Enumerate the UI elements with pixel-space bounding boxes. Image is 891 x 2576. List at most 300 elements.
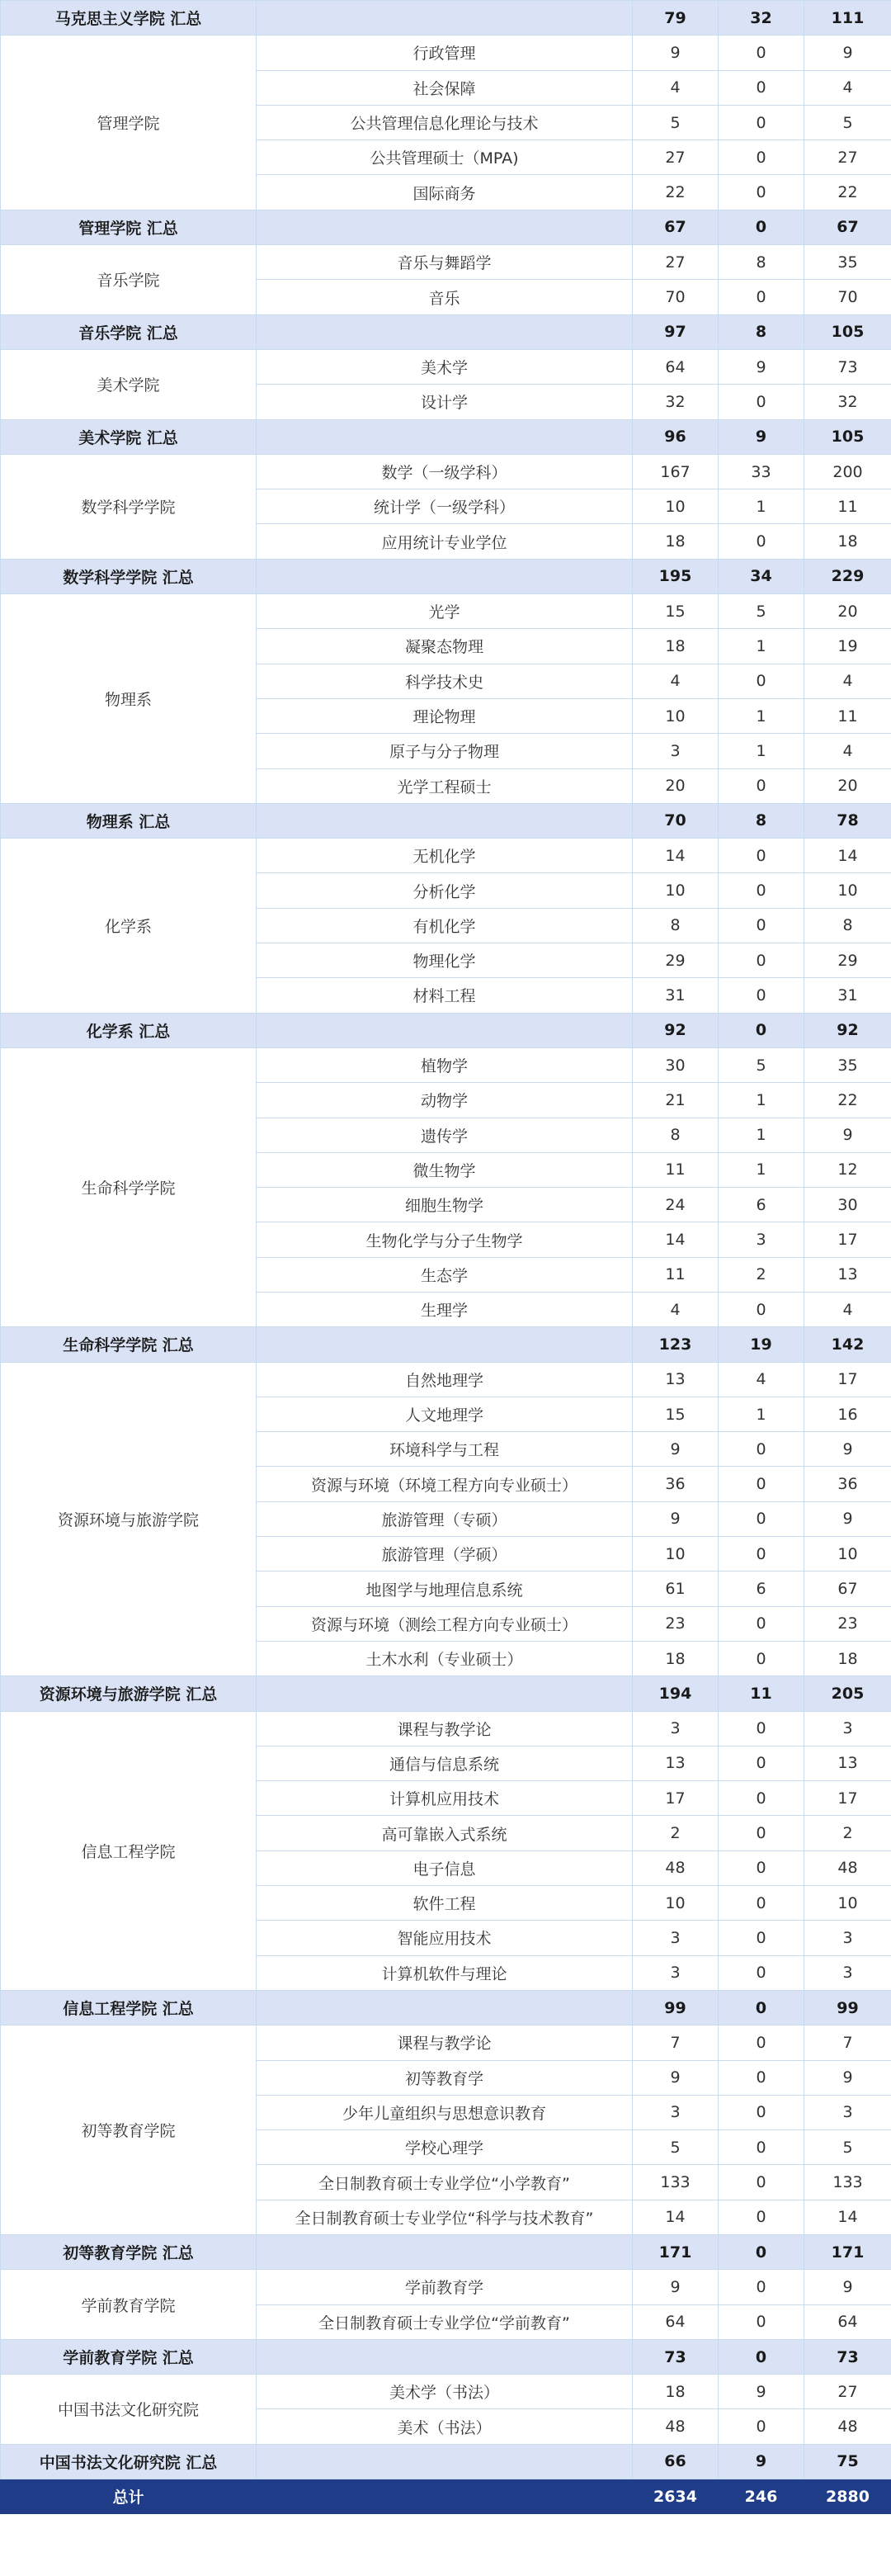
major-cell: 资源与环境（测绘工程方向专业硕士） — [257, 1606, 633, 1641]
major-cell: 光学工程硕士 — [257, 768, 633, 803]
major-cell: 少年儿童组织与思想意识教育 — [257, 2095, 633, 2129]
count-total: 7 — [804, 2025, 891, 2060]
count-total: 30 — [804, 1188, 891, 1222]
table-row — [1, 2375, 891, 2409]
count-total: 17 — [804, 1362, 891, 1397]
count-a: 9 — [633, 35, 719, 70]
count-total: 3 — [804, 1711, 891, 1746]
subtotal-row — [1, 1990, 891, 2025]
count-b: 0 — [719, 2095, 804, 2129]
count-a: 171 — [633, 2235, 719, 2270]
major-cell: 全日制教育硕士专业学位“小学教育” — [257, 2165, 633, 2200]
count-a: 10 — [633, 698, 719, 733]
count-a: 70 — [633, 280, 719, 314]
count-a: 8 — [633, 908, 719, 943]
count-b: 0 — [719, 1641, 804, 1676]
count-b: 0 — [719, 1746, 804, 1780]
count-b: 0 — [719, 2270, 804, 2304]
count-total: 171 — [804, 2235, 891, 2270]
subtotal-label: 化学系 汇总 — [1, 1013, 257, 1047]
major-cell: 应用统计专业学位 — [257, 524, 633, 559]
count-b: 8 — [719, 803, 804, 838]
count-a: 92 — [633, 1013, 719, 1047]
count-a: 15 — [633, 1397, 719, 1431]
count-a: 10 — [633, 489, 719, 524]
count-b: 9 — [719, 349, 804, 384]
count-total: 13 — [804, 1257, 891, 1292]
count-a: 66 — [633, 2444, 719, 2479]
major-cell: 人文地理学 — [257, 1397, 633, 1431]
table-row — [1, 35, 891, 70]
empty-cell — [257, 1990, 633, 2025]
count-a: 14 — [633, 2200, 719, 2234]
major-cell: 设计学 — [257, 385, 633, 419]
count-b: 8 — [719, 314, 804, 349]
count-total: 20 — [804, 768, 891, 803]
department-cell: 资源环境与旅游学院 — [1, 1362, 257, 1676]
count-b: 9 — [719, 419, 804, 454]
subtotal-row — [1, 314, 891, 349]
count-total: 3 — [804, 1921, 891, 1955]
subtotal-row — [1, 2235, 891, 2270]
count-total: 4 — [804, 1292, 891, 1326]
subtotal-label: 物理系 汇总 — [1, 803, 257, 838]
count-b: 1 — [719, 698, 804, 733]
count-total: 4 — [804, 70, 891, 105]
count-a: 32 — [633, 385, 719, 419]
count-a: 9 — [633, 2270, 719, 2304]
count-a: 13 — [633, 1362, 719, 1397]
count-b: 0 — [719, 1501, 804, 1536]
count-total: 99 — [804, 1990, 891, 2025]
count-total: 48 — [804, 2409, 891, 2444]
department-cell: 中国书法文化研究院 — [1, 2375, 257, 2445]
count-a: 99 — [633, 1990, 719, 2025]
empty-cell — [257, 210, 633, 244]
major-cell: 行政管理 — [257, 35, 633, 70]
count-a: 9 — [633, 2060, 719, 2095]
major-cell: 微生物学 — [257, 1152, 633, 1187]
subtotal-row — [1, 1327, 891, 1362]
subtotal-label: 管理学院 汇总 — [1, 210, 257, 244]
count-a: 133 — [633, 2165, 719, 2200]
count-total: 14 — [804, 2200, 891, 2234]
subtotal-row — [1, 210, 891, 244]
count-a: 13 — [633, 1746, 719, 1780]
grand-total-label: 总计 — [1, 2479, 257, 2514]
count-b: 33 — [719, 454, 804, 489]
major-cell: 美术学 — [257, 349, 633, 384]
count-b: 6 — [719, 1188, 804, 1222]
major-cell: 高可靠嵌入式系统 — [257, 1816, 633, 1850]
major-cell: 资源与环境（环境工程方向专业硕士） — [257, 1467, 633, 1501]
count-total: 22 — [804, 175, 891, 210]
count-b: 0 — [719, 2235, 804, 2270]
count-b: 0 — [719, 1990, 804, 2025]
count-a: 64 — [633, 2304, 719, 2339]
count-a: 5 — [633, 105, 719, 139]
count-total: 23 — [804, 1606, 891, 1641]
count-a: 64 — [633, 349, 719, 384]
count-b: 0 — [719, 2060, 804, 2095]
count-a: 18 — [633, 1641, 719, 1676]
major-cell: 物理化学 — [257, 943, 633, 978]
count-total: 4 — [804, 734, 891, 768]
count-total: 2 — [804, 1816, 891, 1850]
subtotal-label: 音乐学院 汇总 — [1, 314, 257, 349]
empty-cell — [257, 1, 633, 35]
count-b: 0 — [719, 280, 804, 314]
count-a: 5 — [633, 2130, 719, 2165]
count-b: 0 — [719, 943, 804, 978]
count-a: 8 — [633, 1118, 719, 1152]
major-cell: 原子与分子物理 — [257, 734, 633, 768]
count-a: 27 — [633, 140, 719, 175]
major-cell: 生物化学与分子生物学 — [257, 1222, 633, 1257]
count-a: 3 — [633, 2095, 719, 2129]
count-total: 18 — [804, 1641, 891, 1676]
count-a: 36 — [633, 1467, 719, 1501]
count-b: 0 — [719, 2304, 804, 2339]
count-b: 0 — [719, 140, 804, 175]
empty-cell — [257, 314, 633, 349]
count-b: 1 — [719, 1118, 804, 1152]
major-cell: 理论物理 — [257, 698, 633, 733]
count-b: 0 — [719, 1606, 804, 1641]
count-b: 0 — [719, 1886, 804, 1921]
count-a: 61 — [633, 1572, 719, 1606]
count-a: 11 — [633, 1257, 719, 1292]
count-b: 9 — [719, 2375, 804, 2409]
count-total: 29 — [804, 943, 891, 978]
count-a: 48 — [633, 1850, 719, 1885]
major-cell: 全日制教育硕士专业学位“学前教育” — [257, 2304, 633, 2339]
count-total: 13 — [804, 1746, 891, 1780]
subtotal-label: 数学科学学院 汇总 — [1, 559, 257, 593]
count-total: 105 — [804, 314, 891, 349]
count-b: 0 — [719, 1432, 804, 1467]
subtotal-row — [1, 1676, 891, 1711]
major-cell: 软件工程 — [257, 1886, 633, 1921]
major-cell: 电子信息 — [257, 1850, 633, 1885]
empty-cell — [257, 1013, 633, 1047]
count-b: 11 — [719, 1676, 804, 1711]
table-row — [1, 2025, 891, 2060]
count-total: 18 — [804, 524, 891, 559]
major-cell: 统计学（一级学科） — [257, 489, 633, 524]
count-total: 16 — [804, 1397, 891, 1431]
count-total: 19 — [804, 629, 891, 664]
count-total: 9 — [804, 2270, 891, 2304]
count-a: 14 — [633, 839, 719, 873]
count-b: 0 — [719, 2339, 804, 2374]
count-b: 246 — [719, 2479, 804, 2514]
major-cell: 分析化学 — [257, 873, 633, 908]
subtotal-label: 信息工程学院 汇总 — [1, 1990, 257, 2025]
table-row — [1, 1362, 891, 1397]
count-total: 205 — [804, 1676, 891, 1711]
count-total: 10 — [804, 873, 891, 908]
major-cell: 课程与教学论 — [257, 1711, 633, 1746]
count-b: 0 — [719, 1816, 804, 1850]
count-total: 73 — [804, 349, 891, 384]
department-cell: 音乐学院 — [1, 245, 257, 315]
count-b: 0 — [719, 1955, 804, 1990]
major-cell: 美术（书法） — [257, 2409, 633, 2444]
major-cell: 旅游管理（学硕） — [257, 1537, 633, 1572]
count-total: 35 — [804, 1047, 891, 1082]
count-b: 0 — [719, 768, 804, 803]
count-total: 9 — [804, 35, 891, 70]
count-b: 0 — [719, 908, 804, 943]
count-a: 14 — [633, 1222, 719, 1257]
count-b: 0 — [719, 664, 804, 698]
table-row — [1, 454, 891, 489]
count-total: 5 — [804, 105, 891, 139]
count-a: 3 — [633, 1955, 719, 1990]
major-cell: 社会保障 — [257, 70, 633, 105]
count-b: 19 — [719, 1327, 804, 1362]
count-b: 1 — [719, 734, 804, 768]
table-row — [1, 1711, 891, 1746]
count-total: 3 — [804, 1955, 891, 1990]
count-a: 2 — [633, 1816, 719, 1850]
department-cell: 管理学院 — [1, 35, 257, 210]
department-cell: 化学系 — [1, 839, 257, 1013]
count-b: 8 — [719, 245, 804, 280]
count-total: 20 — [804, 594, 891, 629]
subtotal-label: 生命科学学院 汇总 — [1, 1327, 257, 1362]
subtotal-label: 美术学院 汇总 — [1, 419, 257, 454]
count-a: 194 — [633, 1676, 719, 1711]
subtotal-row — [1, 559, 891, 593]
table-row — [1, 1047, 891, 1082]
department-cell: 学前教育学院 — [1, 2270, 257, 2340]
subtotal-row — [1, 803, 891, 838]
count-b: 0 — [719, 2165, 804, 2200]
count-a: 9 — [633, 1432, 719, 1467]
department-cell: 信息工程学院 — [1, 1711, 257, 1990]
count-total: 9 — [804, 1501, 891, 1536]
count-b: 0 — [719, 2409, 804, 2444]
major-cell: 有机化学 — [257, 908, 633, 943]
count-b: 3 — [719, 1222, 804, 1257]
major-cell: 科学技术史 — [257, 664, 633, 698]
table-row — [1, 349, 891, 384]
count-b: 0 — [719, 1467, 804, 1501]
count-a: 4 — [633, 70, 719, 105]
count-b: 0 — [719, 70, 804, 105]
count-b: 34 — [719, 559, 804, 593]
count-total: 2880 — [804, 2479, 891, 2514]
count-a: 79 — [633, 1, 719, 35]
subtotal-label: 中国书法文化研究院 汇总 — [1, 2444, 257, 2479]
empty-cell — [257, 2444, 633, 2479]
empty-cell — [257, 2235, 633, 2270]
count-total: 142 — [804, 1327, 891, 1362]
subtotal-label: 资源环境与旅游学院 汇总 — [1, 1676, 257, 1711]
count-total: 22 — [804, 1083, 891, 1118]
count-a: 18 — [633, 2375, 719, 2409]
count-total: 32 — [804, 385, 891, 419]
count-total: 17 — [804, 1222, 891, 1257]
count-total: 4 — [804, 664, 891, 698]
count-total: 12 — [804, 1152, 891, 1187]
subtotal-label: 马克思主义学院 汇总 — [1, 1, 257, 35]
count-b: 0 — [719, 524, 804, 559]
count-a: 10 — [633, 1886, 719, 1921]
major-cell: 自然地理学 — [257, 1362, 633, 1397]
major-cell: 音乐与舞蹈学 — [257, 245, 633, 280]
count-a: 195 — [633, 559, 719, 593]
count-a: 10 — [633, 1537, 719, 1572]
count-b: 0 — [719, 839, 804, 873]
major-cell: 课程与教学论 — [257, 2025, 633, 2060]
department-cell: 初等教育学院 — [1, 2025, 257, 2235]
count-a: 7 — [633, 2025, 719, 2060]
major-cell: 旅游管理（专硕） — [257, 1501, 633, 1536]
count-a: 15 — [633, 594, 719, 629]
major-cell: 材料工程 — [257, 978, 633, 1013]
department-cell: 美术学院 — [1, 349, 257, 419]
count-total: 133 — [804, 2165, 891, 2200]
count-a: 17 — [633, 1781, 719, 1816]
major-cell: 学校心理学 — [257, 2130, 633, 2165]
count-b: 1 — [719, 1152, 804, 1187]
count-b: 9 — [719, 2444, 804, 2479]
count-a: 67 — [633, 210, 719, 244]
count-total: 5 — [804, 2130, 891, 2165]
count-b: 0 — [719, 35, 804, 70]
major-cell: 光学 — [257, 594, 633, 629]
count-total: 67 — [804, 210, 891, 244]
count-a: 21 — [633, 1083, 719, 1118]
count-b: 6 — [719, 1572, 804, 1606]
major-cell: 公共管理硕士（MPA) — [257, 140, 633, 175]
count-b: 1 — [719, 489, 804, 524]
count-b: 0 — [719, 1013, 804, 1047]
count-total: 9 — [804, 1432, 891, 1467]
department-cell: 数学科学学院 — [1, 454, 257, 559]
count-b: 5 — [719, 1047, 804, 1082]
count-b: 1 — [719, 1083, 804, 1118]
major-cell: 美术学（书法） — [257, 2375, 633, 2409]
count-total: 27 — [804, 140, 891, 175]
count-a: 96 — [633, 419, 719, 454]
count-total: 10 — [804, 1886, 891, 1921]
count-b: 2 — [719, 1257, 804, 1292]
count-total: 3 — [804, 2095, 891, 2129]
empty-cell — [257, 803, 633, 838]
major-cell: 智能应用技术 — [257, 1921, 633, 1955]
major-cell: 通信与信息系统 — [257, 1746, 633, 1780]
count-a: 27 — [633, 245, 719, 280]
major-cell: 植物学 — [257, 1047, 633, 1082]
count-a: 97 — [633, 314, 719, 349]
count-total: 36 — [804, 1467, 891, 1501]
count-b: 0 — [719, 1850, 804, 1885]
major-cell: 生态学 — [257, 1257, 633, 1292]
count-total: 8 — [804, 908, 891, 943]
subtotal-row — [1, 2444, 891, 2479]
count-a: 18 — [633, 629, 719, 664]
count-b: 1 — [719, 629, 804, 664]
table-row — [1, 2270, 891, 2304]
subtotal-row — [1, 2339, 891, 2374]
count-total: 9 — [804, 2060, 891, 2095]
count-total: 14 — [804, 839, 891, 873]
empty-cell — [257, 1676, 633, 1711]
major-cell: 全日制教育硕士专业学位“科学与技术教育” — [257, 2200, 633, 2234]
empty-cell — [257, 419, 633, 454]
count-a: 24 — [633, 1188, 719, 1222]
count-total: 105 — [804, 419, 891, 454]
count-b: 0 — [719, 1781, 804, 1816]
count-a: 3 — [633, 734, 719, 768]
count-b: 32 — [719, 1, 804, 35]
count-total: 75 — [804, 2444, 891, 2479]
count-b: 0 — [719, 1292, 804, 1326]
count-total: 67 — [804, 1572, 891, 1606]
department-cell: 物理系 — [1, 594, 257, 804]
count-total: 11 — [804, 698, 891, 733]
count-b: 0 — [719, 2025, 804, 2060]
count-b: 1 — [719, 1397, 804, 1431]
count-a: 123 — [633, 1327, 719, 1362]
count-b: 5 — [719, 594, 804, 629]
count-a: 4 — [633, 664, 719, 698]
count-total: 48 — [804, 1850, 891, 1885]
major-cell: 计算机应用技术 — [257, 1781, 633, 1816]
major-cell: 公共管理信息化理论与技术 — [257, 105, 633, 139]
count-total: 31 — [804, 978, 891, 1013]
subtotal-label: 学前教育学院 汇总 — [1, 2339, 257, 2374]
table-row — [1, 245, 891, 280]
count-a: 20 — [633, 768, 719, 803]
count-a: 3 — [633, 1711, 719, 1746]
table-row — [1, 839, 891, 873]
empty-cell — [257, 559, 633, 593]
count-a: 11 — [633, 1152, 719, 1187]
subtotal-label: 初等教育学院 汇总 — [1, 2235, 257, 2270]
count-a: 22 — [633, 175, 719, 210]
count-b: 0 — [719, 175, 804, 210]
count-a: 70 — [633, 803, 719, 838]
major-cell: 动物学 — [257, 1083, 633, 1118]
count-b: 0 — [719, 2200, 804, 2234]
major-cell: 初等教育学 — [257, 2060, 633, 2095]
major-cell: 细胞生物学 — [257, 1188, 633, 1222]
major-cell: 生理学 — [257, 1292, 633, 1326]
count-total: 73 — [804, 2339, 891, 2374]
count-total: 64 — [804, 2304, 891, 2339]
major-cell: 地图学与地理信息系统 — [257, 1572, 633, 1606]
major-cell: 土木水利（专业硕士） — [257, 1641, 633, 1676]
empty-cell — [257, 2479, 633, 2514]
major-cell: 数学（一级学科） — [257, 454, 633, 489]
count-b: 0 — [719, 978, 804, 1013]
department-cell: 生命科学学院 — [1, 1047, 257, 1326]
major-cell: 计算机软件与理论 — [257, 1955, 633, 1990]
empty-cell — [257, 1327, 633, 1362]
count-a: 23 — [633, 1606, 719, 1641]
count-b: 0 — [719, 2130, 804, 2165]
count-a: 9 — [633, 1501, 719, 1536]
count-total: 9 — [804, 1118, 891, 1152]
major-cell: 学前教育学 — [257, 2270, 633, 2304]
count-a: 2634 — [633, 2479, 719, 2514]
count-total: 11 — [804, 489, 891, 524]
